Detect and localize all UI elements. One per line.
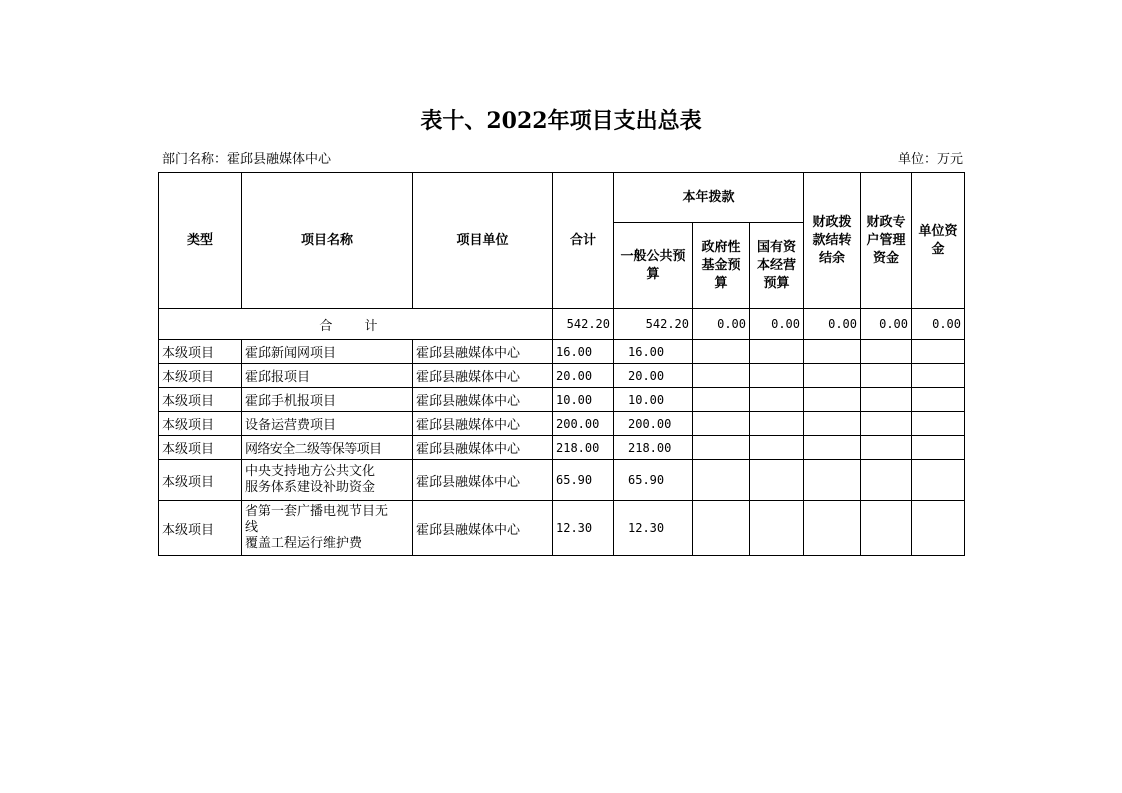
row-general-budget: 200.00 bbox=[614, 412, 693, 436]
row-unit-funds bbox=[912, 460, 965, 501]
row-gov-fund bbox=[693, 412, 750, 436]
header-project-name: 项目名称 bbox=[242, 173, 413, 309]
total-state-capital: 0.00 bbox=[750, 309, 804, 340]
header-carryover: 财政拨款结转结余 bbox=[804, 173, 861, 309]
row-total: 200.00 bbox=[553, 412, 614, 436]
row-general-budget: 218.00 bbox=[614, 436, 693, 460]
row-project-unit: 霍邱县融媒体中心 bbox=[413, 388, 553, 412]
table-row bbox=[159, 388, 965, 412]
row-total: 20.00 bbox=[553, 364, 614, 388]
row-unit-funds bbox=[912, 501, 965, 556]
row-general-budget: 12.30 bbox=[614, 501, 693, 556]
total-unit-funds: 0.00 bbox=[912, 309, 965, 340]
table-row bbox=[159, 501, 965, 556]
row-unit-funds bbox=[912, 412, 965, 436]
unit-label: 单位：万元 bbox=[897, 152, 963, 167]
row-project-name-line: 线 bbox=[245, 520, 259, 535]
row-project-name bbox=[242, 501, 413, 556]
header-total: 合计 bbox=[553, 173, 614, 309]
row-project-name: 霍邱报项目 bbox=[242, 364, 413, 388]
row-unit-funds bbox=[912, 436, 965, 460]
row-gov-fund bbox=[693, 340, 750, 364]
table-row bbox=[159, 460, 965, 501]
row-special-account bbox=[861, 412, 912, 436]
total-general-budget: 542.20 bbox=[614, 309, 693, 340]
row-state-capital bbox=[750, 388, 804, 412]
row-total: 10.00 bbox=[553, 388, 614, 412]
row-carryover bbox=[804, 412, 861, 436]
row-project-name: 霍邱手机报项目 bbox=[242, 388, 413, 412]
total-special-account: 0.00 bbox=[861, 309, 912, 340]
header-gov-fund: 政府性基金预算 bbox=[693, 223, 750, 309]
row-carryover bbox=[804, 501, 861, 556]
table-row bbox=[159, 412, 965, 436]
row-type: 本级项目 bbox=[159, 501, 242, 556]
row-carryover bbox=[804, 364, 861, 388]
header-row-1 bbox=[159, 173, 965, 223]
row-gov-fund bbox=[693, 388, 750, 412]
row-project-name-line: 覆盖工程运行维护费 bbox=[245, 536, 363, 551]
row-project-unit: 霍邱县融媒体中心 bbox=[413, 412, 553, 436]
project-expenditure-table bbox=[158, 172, 965, 556]
total-total: 542.20 bbox=[553, 309, 614, 340]
row-state-capital bbox=[750, 460, 804, 501]
row-type: 本级项目 bbox=[159, 412, 242, 436]
row-general-budget: 10.00 bbox=[614, 388, 693, 412]
row-special-account bbox=[861, 436, 912, 460]
row-gov-fund bbox=[693, 501, 750, 556]
row-total: 16.00 bbox=[553, 340, 614, 364]
row-project-unit: 霍邱县融媒体中心 bbox=[413, 364, 553, 388]
row-general-budget: 20.00 bbox=[614, 364, 693, 388]
row-project-name-line: 省第一套广播电视节目无 bbox=[245, 504, 389, 519]
row-project-name: 网络安全二级等保等项目 bbox=[242, 436, 413, 460]
header-state-capital: 国有资本经营预算 bbox=[750, 223, 804, 309]
table-row bbox=[159, 436, 965, 460]
total-row bbox=[159, 309, 965, 340]
row-project-name bbox=[242, 460, 413, 501]
row-total: 12.30 bbox=[553, 501, 614, 556]
table-row bbox=[159, 364, 965, 388]
row-gov-fund bbox=[693, 436, 750, 460]
row-unit-funds bbox=[912, 364, 965, 388]
row-project-name-line: 中央支持地方公共文化 bbox=[245, 464, 376, 479]
header-project-unit: 项目单位 bbox=[413, 173, 553, 309]
row-unit-funds bbox=[912, 388, 965, 412]
total-carryover: 0.00 bbox=[804, 309, 861, 340]
row-special-account bbox=[861, 501, 912, 556]
row-general-budget: 16.00 bbox=[614, 340, 693, 364]
row-special-account bbox=[861, 364, 912, 388]
header-this-year: 本年拨款 bbox=[614, 173, 804, 223]
total-label: 合 计 bbox=[159, 309, 553, 340]
row-carryover bbox=[804, 460, 861, 501]
row-total: 65.90 bbox=[553, 460, 614, 501]
row-carryover bbox=[804, 436, 861, 460]
department-name: 部门名称：霍邱县融媒体中心 bbox=[162, 152, 332, 167]
row-project-name: 设备运营费项目 bbox=[242, 412, 413, 436]
row-state-capital bbox=[750, 340, 804, 364]
row-type: 本级项目 bbox=[159, 388, 242, 412]
header-special-account: 财政专户管理资金 bbox=[861, 173, 912, 309]
row-special-account bbox=[861, 340, 912, 364]
row-general-budget: 65.90 bbox=[614, 460, 693, 501]
row-type: 本级项目 bbox=[159, 364, 242, 388]
header-type: 类型 bbox=[159, 173, 242, 309]
header-general-budget: 一般公共预算 bbox=[614, 223, 693, 309]
row-type: 本级项目 bbox=[159, 340, 242, 364]
row-state-capital bbox=[750, 501, 804, 556]
row-gov-fund bbox=[693, 364, 750, 388]
row-type: 本级项目 bbox=[159, 460, 242, 501]
table-row bbox=[159, 340, 965, 364]
row-project-unit: 霍邱县融媒体中心 bbox=[413, 340, 553, 364]
row-special-account bbox=[861, 388, 912, 412]
row-special-account bbox=[861, 460, 912, 501]
row-carryover bbox=[804, 340, 861, 364]
row-project-name: 霍邱新闻网项目 bbox=[242, 340, 413, 364]
row-project-name-line: 服务体系建设补助资金 bbox=[245, 480, 376, 495]
row-carryover bbox=[804, 388, 861, 412]
row-gov-fund bbox=[693, 460, 750, 501]
row-state-capital bbox=[750, 436, 804, 460]
row-total: 218.00 bbox=[553, 436, 614, 460]
row-state-capital bbox=[750, 364, 804, 388]
row-project-unit: 霍邱县融媒体中心 bbox=[413, 501, 553, 556]
row-project-unit: 霍邱县融媒体中心 bbox=[413, 460, 553, 501]
row-project-unit: 霍邱县融媒体中心 bbox=[413, 436, 553, 460]
row-unit-funds bbox=[912, 340, 965, 364]
row-type: 本级项目 bbox=[159, 436, 242, 460]
page-title: 表十、2022年项目支出总表 bbox=[420, 108, 702, 134]
row-state-capital bbox=[750, 412, 804, 436]
total-gov-fund: 0.00 bbox=[693, 309, 750, 340]
header-unit-funds: 单位资金 bbox=[912, 173, 965, 309]
